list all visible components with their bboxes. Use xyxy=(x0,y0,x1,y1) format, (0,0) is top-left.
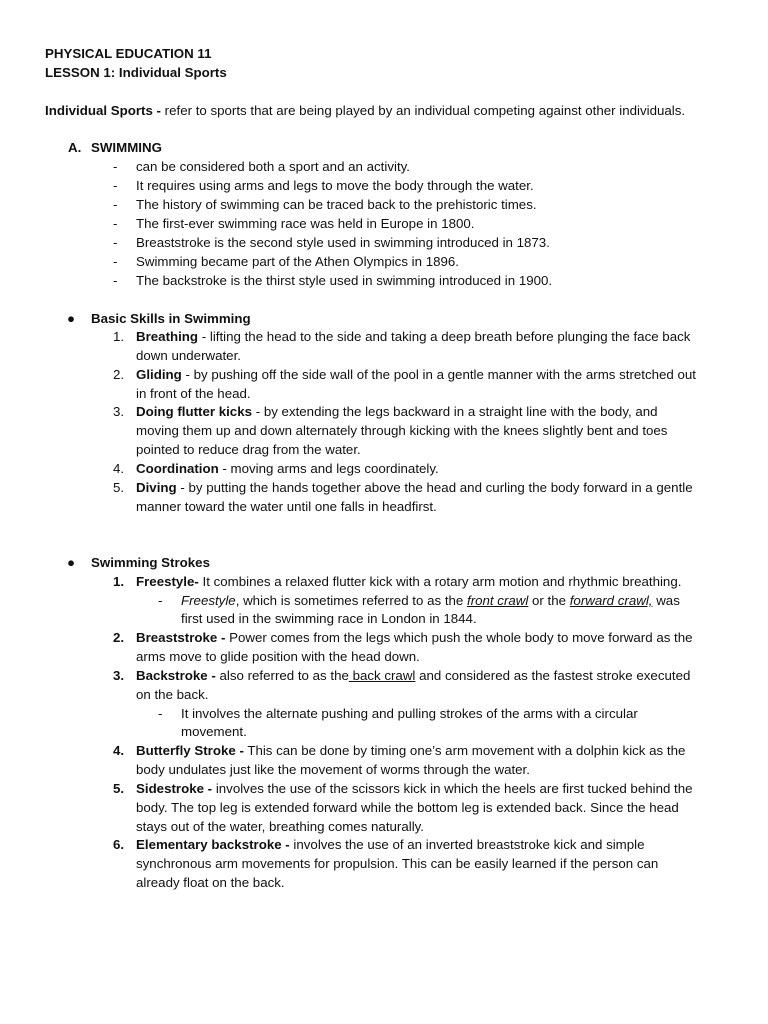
list-number: 2. xyxy=(113,367,125,382)
list-item: Breaststroke is the second style used in swimming introduced in 1873. xyxy=(136,235,550,250)
skill-term: Doing flutter kicks xyxy=(136,404,252,419)
list-item-continuation: manner toward the water until one falls in headfirst. xyxy=(136,499,437,514)
sub-list-item: Freestyle, which is sometimes referred to as the front crawl or the forward crawl, was xyxy=(181,593,680,608)
list-number: 5. xyxy=(113,480,125,495)
list-item: Sidestroke - involves the use of the scissors kick in which the heels are first tucked behind the xyxy=(136,781,693,796)
list-item-continuation: down underwater. xyxy=(136,348,241,363)
list-item: Coordination - moving arms and legs coordinately. xyxy=(136,461,439,476)
bullet-icon: ● xyxy=(67,555,76,570)
list-item: The backstroke is the thirst style used in swimming introduced in 1900. xyxy=(136,273,553,288)
term-forward-crawl: forward crawl, xyxy=(569,593,653,608)
list-item: Backstroke - also referred to as the back crawl and considered as the fastest stroke executed xyxy=(136,668,691,683)
list-item: Elementary backstroke - involves the use of an inverted breaststroke kick and simple xyxy=(136,837,645,852)
list-item: Gliding - by pushing off the side wall of the pool in a gentle manner with the arms stretched out xyxy=(136,367,696,382)
stroke-term: Elementary backstroke - xyxy=(136,837,290,852)
stroke-term: Breaststroke - xyxy=(136,630,226,645)
list-item-continuation: already float on the back. xyxy=(136,875,285,890)
list-number: 4. xyxy=(113,461,125,476)
dash-marker: - xyxy=(113,197,118,212)
list-item: Breaststroke - Power comes from the legs which push the whole body to move forward as the xyxy=(136,630,693,645)
list-number: 4. xyxy=(113,743,125,758)
skill-term: Diving xyxy=(136,480,177,495)
sub-list-item: It involves the alternate pushing and pulling strokes of the arms with a circular xyxy=(181,706,638,721)
list-item-continuation: moving them up and down alternately through kicking with the knees slightly bent and toes xyxy=(136,423,668,438)
dash-marker: - xyxy=(158,593,163,608)
skill-term: Coordination xyxy=(136,461,219,476)
list-number: 3. xyxy=(113,404,125,419)
list-item: Freestyle- It combines a relaxed flutter kick with a rotary arm motion and rhythmic breathing. xyxy=(136,574,682,589)
list-item: The history of swimming can be traced back to the prehistoric times. xyxy=(136,197,537,212)
list-number: 5. xyxy=(113,781,125,796)
list-number: 6. xyxy=(113,837,125,852)
list-item-continuation: arms move to glide position with the head down. xyxy=(136,649,420,664)
section-heading-basic-skills: Basic Skills in Swimming xyxy=(91,311,251,326)
list-item: Diving - by putting the hands together above the head and curling the body forward in a gentle xyxy=(136,480,693,495)
list-item: The first-ever swimming race was held in Europe in 1800. xyxy=(136,216,475,231)
term-back-crawl: back crawl xyxy=(348,668,416,683)
dash-marker: - xyxy=(113,178,118,193)
skill-term: Gliding xyxy=(136,367,182,382)
list-item-continuation: on the back. xyxy=(136,687,209,702)
section-letter: A. xyxy=(68,140,82,155)
section-heading-swimming: SWIMMING xyxy=(91,140,162,155)
stroke-term: Butterfly Stroke - xyxy=(136,743,244,758)
list-number: 1. xyxy=(113,574,125,589)
dash-marker: - xyxy=(158,706,163,721)
list-number: 1. xyxy=(113,329,125,344)
dash-marker: - xyxy=(113,159,118,174)
list-item: Doing flutter kicks - by extending the legs backward in a straight line with the body, and xyxy=(136,404,658,419)
stroke-term: Sidestroke - xyxy=(136,781,213,796)
list-item: can be considered both a sport and an activity. xyxy=(136,159,410,174)
sub-list-item-continuation: first used in the swimming race in London in 1844. xyxy=(181,611,477,626)
definition-text: refer to sports that are being played by an individual competing against other individuals. xyxy=(160,103,686,118)
list-item-continuation: body. The top leg is extended forward while the bottom leg is extended back. Since the head xyxy=(136,800,679,815)
stroke-term: Backstroke - xyxy=(136,668,216,683)
section-heading-strokes: Swimming Strokes xyxy=(91,555,210,570)
dash-marker: - xyxy=(113,254,118,269)
dash-marker: - xyxy=(113,216,118,231)
definition-paragraph xyxy=(45,102,685,120)
list-item-continuation: pointed to reduce drag from the water. xyxy=(136,442,361,457)
list-item-continuation: synchronous arm movements for propulsion. This can be easily learned if the person can xyxy=(136,856,659,871)
list-item: Swimming became part of the Athen Olympics in 1896. xyxy=(136,254,459,269)
lesson-title: LESSON 1: Individual Sports xyxy=(45,65,227,80)
bullet-icon: ● xyxy=(67,311,76,326)
list-number: 3. xyxy=(113,668,125,683)
list-item-continuation: stays out of the water, breathing comes naturally. xyxy=(136,819,425,834)
sub-list-item-continuation: movement. xyxy=(181,724,247,739)
definition-term: Individual Sports - xyxy=(45,103,161,118)
list-item: Butterfly Stroke - This can be done by timing one’s arm movement with a dolphin kick as the xyxy=(136,743,686,758)
list-item-continuation: body undulates just like the movement of worms through the water. xyxy=(136,762,530,777)
dash-marker: - xyxy=(113,273,118,288)
list-item: It requires using arms and legs to move the body through the water. xyxy=(136,178,534,193)
skill-term: Breathing xyxy=(136,329,199,344)
dash-marker: - xyxy=(113,235,118,250)
term-front-crawl: front crawl xyxy=(467,593,529,608)
list-item: Breathing - lifting the head to the side and taking a deep breath before plunging the face back xyxy=(136,329,691,344)
stroke-term: Freestyle- xyxy=(136,574,199,589)
list-number: 2. xyxy=(113,630,125,645)
course-title: PHYSICAL EDUCATION 11 xyxy=(45,46,212,61)
list-item-continuation: in front of the head. xyxy=(136,386,251,401)
